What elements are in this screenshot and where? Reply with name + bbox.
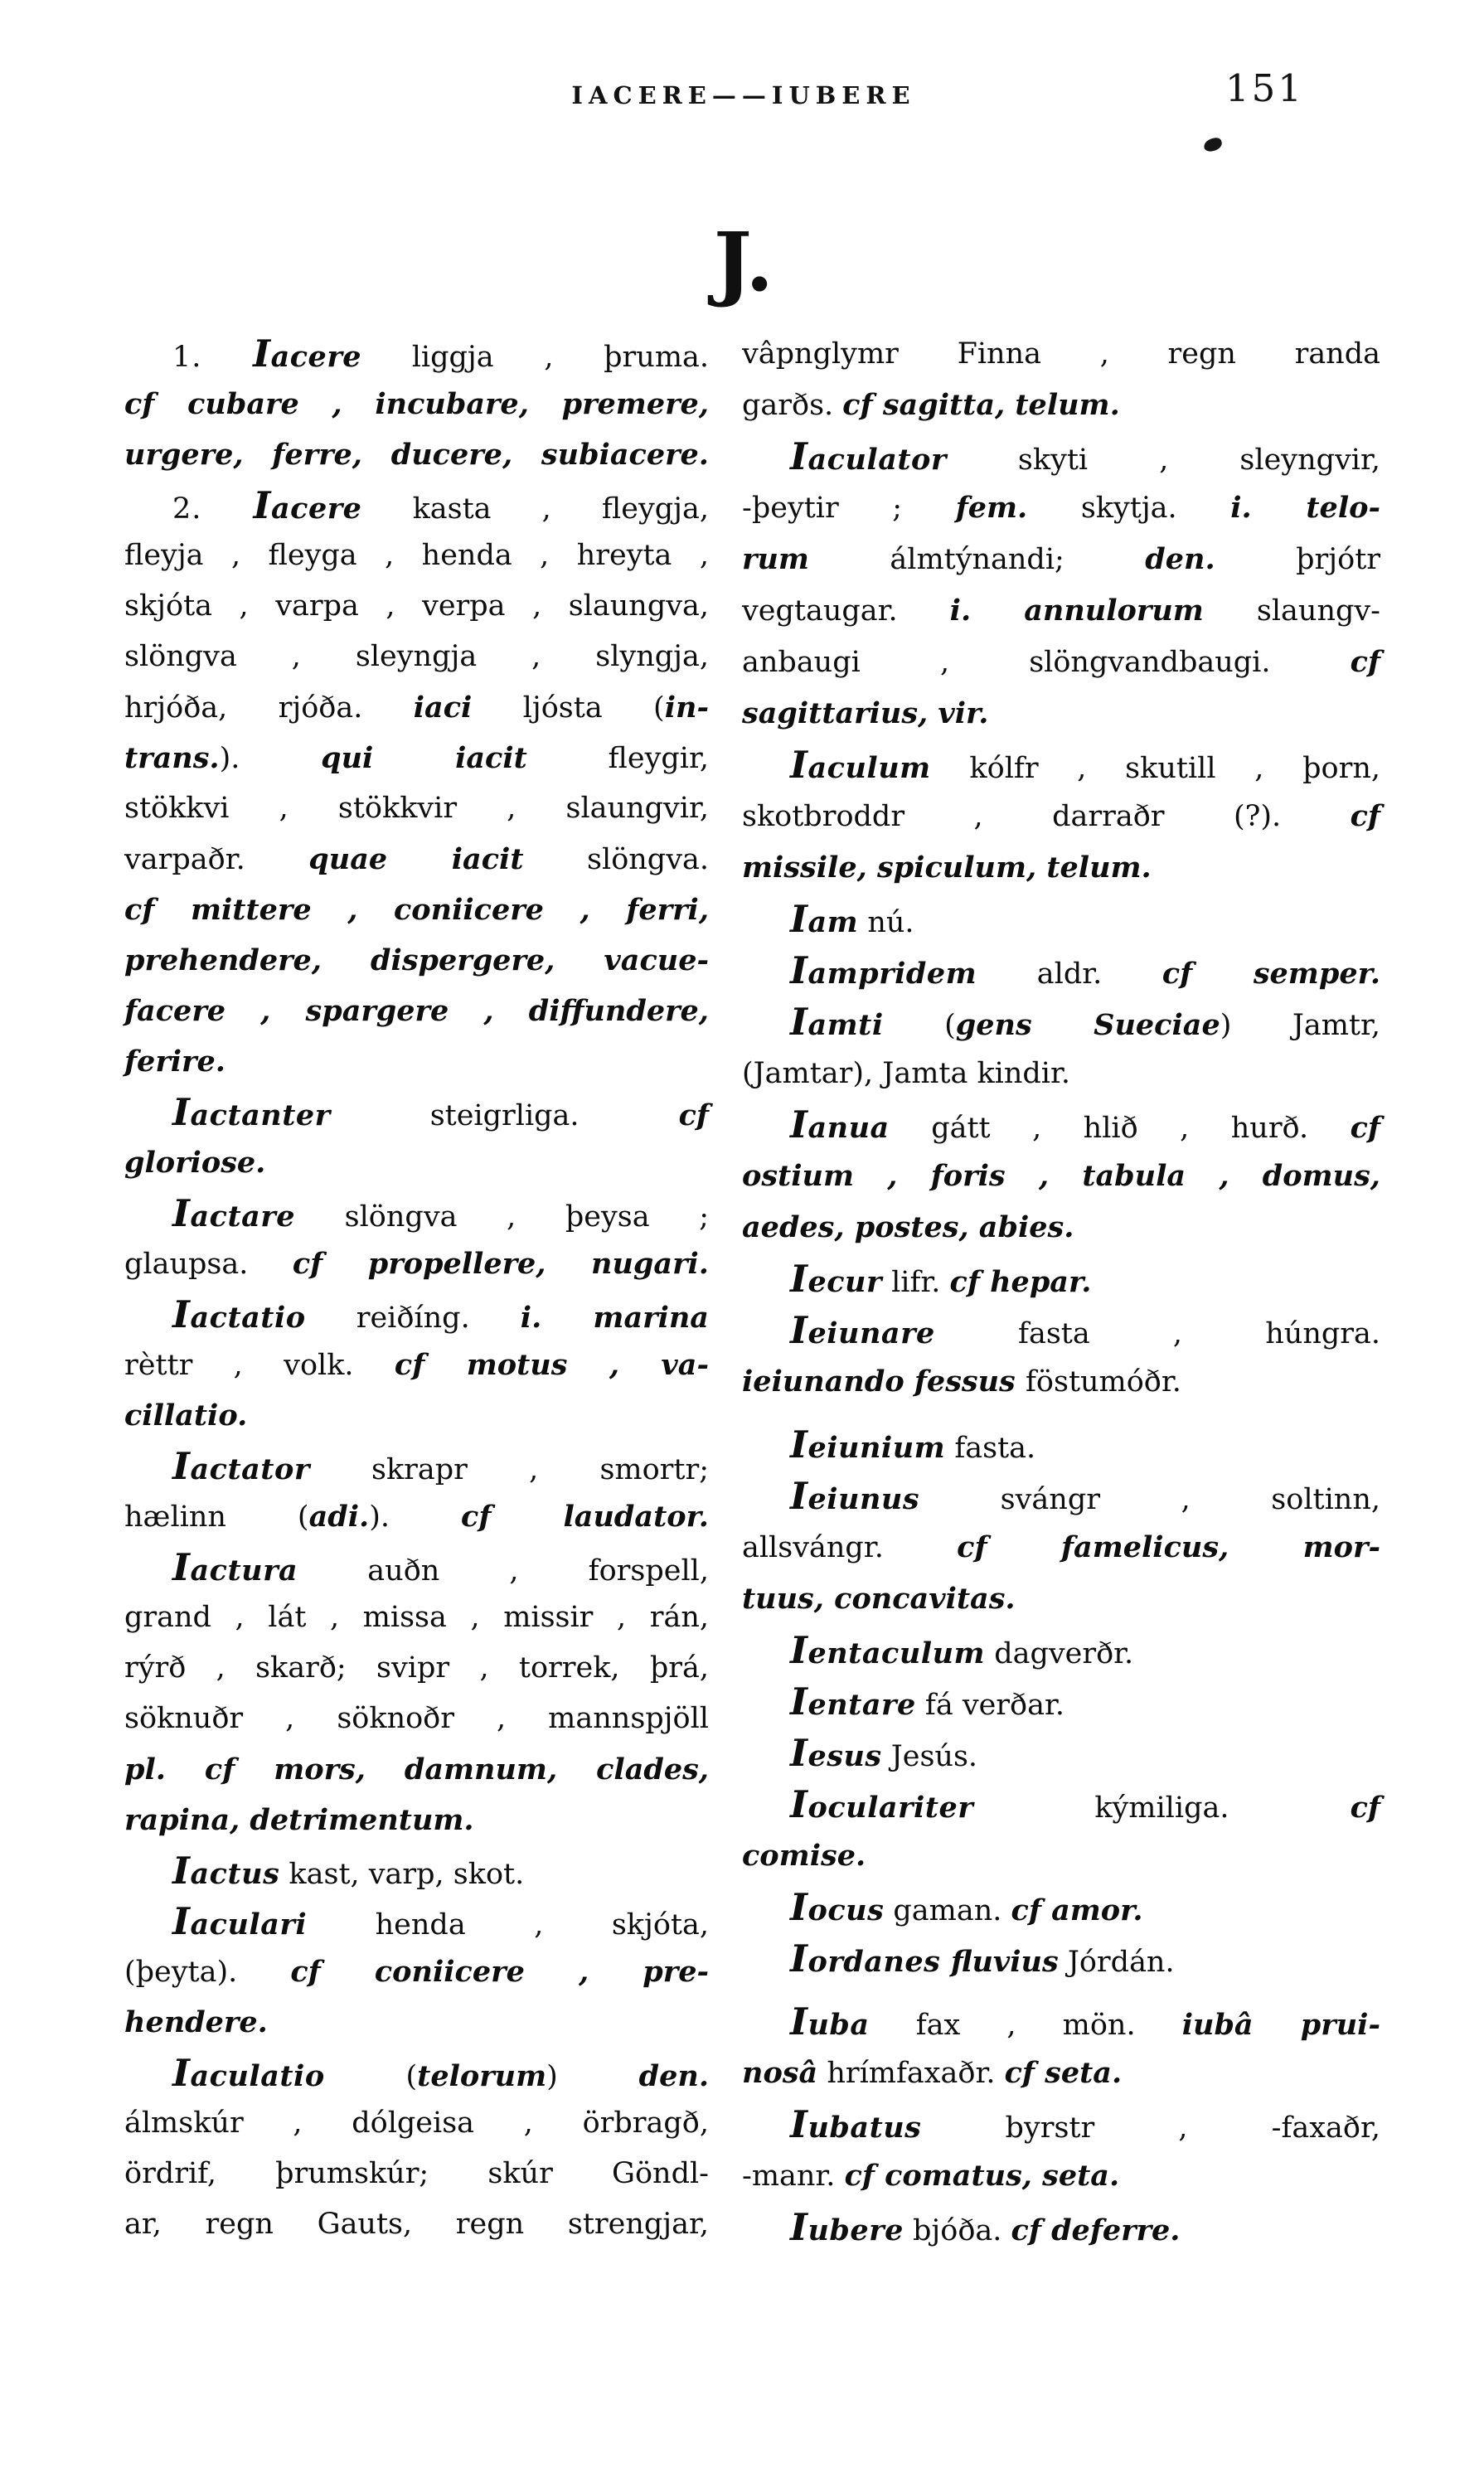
latin-reference: cf seta. [1004, 2056, 1123, 2090]
headword-initial: I [790, 1782, 808, 1826]
gloss-text: rèttr , volk. [124, 1349, 395, 1382]
latin-reference: i. marina [520, 1301, 709, 1335]
latin-reference: iaci [413, 691, 473, 725]
headword: Iubere [790, 2205, 904, 2249]
headword: Iactator [172, 1444, 310, 1488]
gloss-text: kast, varp, skot. [279, 1858, 525, 1891]
gloss-text: þrjótr [1215, 543, 1380, 576]
text-line [124, 1239, 709, 1289]
gloss-text: garðs. [742, 389, 843, 422]
text-line [124, 834, 709, 885]
headword: Ientare [790, 1680, 916, 1723]
text-line [124, 1744, 709, 1795]
gloss-text: slöngva , þeysa ; [295, 1200, 709, 1234]
headword: Iactura [172, 1545, 298, 1589]
text-line [742, 1253, 1380, 1305]
text-line [742, 1996, 1380, 2048]
gloss-text: (Jamtar), Jamta kindir. [742, 1057, 1071, 1090]
latin-reference: cf [1350, 1111, 1380, 1145]
gloss-text: ). [369, 1500, 462, 1534]
headword-initial: I [790, 2102, 808, 2146]
text-columns [124, 328, 1380, 2253]
gloss-text: fax , mön. [869, 2009, 1182, 2042]
latin-reference: pl. cf mors, damnum, clades, [124, 1753, 709, 1786]
gloss-text: skjóta , varpa , verpa , slaungva, [124, 589, 709, 623]
latin-reference: cf comatus, seta. [844, 2159, 1120, 2193]
gloss-text: ) Jamtr, [1220, 1009, 1380, 1042]
gloss-text: glaupsa. [124, 1248, 293, 1281]
text-line [124, 783, 709, 834]
latin-reference: cf semper. [1161, 957, 1380, 991]
gloss-text: allsvángr. [742, 1531, 958, 1564]
text-line [742, 637, 1380, 688]
text-line [742, 1882, 1380, 1933]
gloss-text: fleygir, [526, 742, 709, 775]
gloss-text: kasta , fleygja, [361, 492, 709, 526]
gloss-text: fasta. [945, 1432, 1036, 1465]
gloss-text: -manr. [742, 2160, 845, 2193]
gloss-text: -þeytir ; [742, 492, 956, 525]
text-line [124, 1441, 709, 1491]
text-line [742, 996, 1380, 1048]
gloss-text: ( [883, 1009, 956, 1042]
headword-initial: I [172, 2051, 191, 2095]
latin-reference: ieiunando fessus [742, 1365, 1026, 1399]
headword: Iam [790, 897, 859, 941]
text-line [742, 842, 1380, 894]
headword: Iaculum [790, 743, 931, 787]
latin-reference: cf [1350, 799, 1380, 833]
text-line [124, 1643, 709, 1694]
latin-reference: ostium , foris , tabula , domus, [742, 1159, 1380, 1193]
latin-reference: cf coniicere , pre- [290, 1955, 709, 1989]
headword-initial: I [790, 1628, 808, 1672]
text-line [124, 1289, 709, 1340]
text-line [742, 1151, 1380, 1202]
headword: Iacere [253, 332, 362, 376]
latin-reference: sagittarius, vir. [742, 696, 989, 730]
text-line [124, 682, 709, 733]
text-line [742, 1048, 1380, 1099]
headword-initial: I [172, 1899, 191, 1943]
headword-initial: I [172, 1444, 191, 1488]
gloss-text: fasta , húngra. [934, 1317, 1380, 1350]
gloss-text: álmtýnandi; [808, 543, 1146, 576]
gloss-text: ördrif, þrumskúr; skúr Göndl- [124, 2157, 709, 2190]
text-line [124, 1845, 709, 1896]
gloss-text: skrapr , smortr; [309, 1453, 709, 1486]
text-line [742, 894, 1380, 945]
text-line [742, 328, 1380, 380]
text-line [124, 733, 709, 783]
latin-reference: den. [638, 2059, 709, 2093]
gloss-text: vâpnglymr Finna , regn randa [742, 337, 1380, 371]
headword: Iactanter [172, 1090, 331, 1134]
headword: Iactus [172, 1849, 280, 1893]
text-line [742, 1625, 1380, 1676]
text-line [742, 1676, 1380, 1728]
text-line [124, 1946, 709, 1997]
headword-initial: I [790, 1474, 808, 1518]
latin-reference: rum [742, 542, 809, 576]
gloss-text: bjóða. [903, 2214, 1011, 2247]
text-line [742, 1830, 1380, 1882]
text-line [124, 1896, 709, 1946]
gloss-text: hrjóða, rjóða. [124, 691, 414, 725]
text-line [742, 1419, 1380, 1471]
headword-initial: I [790, 1423, 808, 1467]
gloss-text: kýmiliga. [973, 1791, 1351, 1825]
text-line [742, 1471, 1380, 1522]
latin-reference: comise. [742, 1839, 866, 1873]
gloss-text: henda , skjóta, [307, 1908, 709, 1942]
gloss-text: aldr. [977, 957, 1162, 991]
headword: Iubatus [790, 2102, 922, 2146]
headword: Iactare [172, 1191, 296, 1235]
text-line [124, 480, 709, 531]
gloss-text: álmskúr , dólgeisa , örbragð, [124, 2106, 709, 2140]
gloss-text: gátt , hlið , hurð. [889, 1112, 1351, 1145]
gloss-text: slöngva , sleyngja , slyngja, [124, 640, 709, 673]
gloss-text: ( [324, 2060, 418, 2093]
text-line [124, 986, 709, 1036]
gloss-text: skyti , sleyngvir, [946, 444, 1380, 477]
latin-reference: nosâ [742, 2056, 818, 2090]
gloss-text: reiðíng. [305, 1302, 521, 1335]
gloss-text: liggja , þruma. [361, 341, 709, 374]
latin-reference: cf [1350, 1791, 1380, 1825]
headword-initial: I [790, 434, 808, 478]
text-line [124, 632, 709, 682]
headword: Iaculator [790, 434, 947, 478]
headword-initial: I [172, 1849, 191, 1893]
headword-initial: I [172, 1090, 191, 1134]
text-line [124, 2048, 709, 2098]
headword: Iecur [790, 1257, 882, 1301]
headword-initial: I [253, 483, 271, 527]
headword: Ioculariter [790, 1782, 974, 1826]
headword: Iampridem [790, 948, 977, 992]
headword: Ieiunium [790, 1423, 946, 1467]
text-line [742, 945, 1380, 996]
ink-blot [1203, 137, 1224, 153]
latin-reference: qui iacit [321, 741, 527, 775]
headword: Ientaculum [790, 1628, 986, 1672]
headword: Iamti [790, 1000, 884, 1044]
latin-reference: hendere. [124, 2005, 268, 2039]
latin-reference: i. annulorum [949, 594, 1257, 628]
text-line [124, 1340, 709, 1390]
headword: Ieiunare [790, 1308, 935, 1352]
headword: Iactatio [172, 1292, 306, 1336]
latin-reference: cf [1350, 645, 1380, 679]
gloss-text: gaman. [884, 1894, 1011, 1927]
latin-reference: fem. [955, 491, 1028, 525]
text-line [742, 1356, 1380, 1408]
text-line [124, 1137, 709, 1188]
text-line [124, 2098, 709, 2149]
section-letter-heading: J. [713, 215, 774, 309]
headword: Ieiunus [790, 1474, 920, 1518]
text-line [124, 2199, 709, 2250]
headword: Iacere [253, 483, 362, 527]
text-line [124, 1491, 709, 1542]
text-line [742, 431, 1380, 482]
running-head: IACERE——IUBERE [571, 81, 916, 109]
text-line [742, 2099, 1380, 2150]
latin-reference: tuus, concavitas. [742, 1582, 1016, 1616]
latin-reference: gloriose. [124, 1146, 266, 1180]
text-line [124, 328, 709, 379]
headword: Iesus [790, 1731, 882, 1775]
headword-initial: I [172, 1191, 191, 1235]
gloss-text: lifr. [881, 1266, 950, 1299]
latin-reference: facere , spargere , diffundere, [124, 994, 709, 1028]
latin-reference: in- [664, 691, 709, 725]
text-line [742, 688, 1380, 739]
right-column [742, 328, 1380, 2253]
gloss-text: anbaugi , slöngvandbaugi. [742, 646, 1351, 679]
gloss-text: ) [546, 2060, 639, 2093]
gloss-text: skotbroddr , darraðr (?). [742, 800, 1351, 833]
gloss-text: fleyja , fleyga , henda , hreyta , [124, 539, 709, 572]
gloss-text: ar, regn Gauts, regn strengjar, [124, 2208, 709, 2241]
latin-reference: cf famelicus, mor- [957, 1530, 1380, 1564]
text-line [742, 2048, 1380, 2099]
latin-reference: adi. [308, 1500, 370, 1534]
gloss-text: föstumóðr. [1025, 1365, 1181, 1399]
latin-reference: aedes, postes, abies. [742, 1210, 1074, 1244]
latin-reference: cf laudator. [461, 1500, 709, 1534]
latin-reference: i. telo- [1230, 491, 1380, 525]
latin-reference: cf motus , va- [394, 1348, 709, 1382]
gloss-text: hælinn ( [124, 1500, 309, 1534]
latin-reference: cf mittere , coniicere , ferri, [124, 893, 709, 927]
text-line [124, 935, 709, 986]
text-line [742, 2202, 1380, 2253]
headword-initial: I [790, 897, 808, 941]
gloss-text: vegtaugar. [742, 594, 950, 628]
text-line [742, 1728, 1380, 1779]
latin-reference: urgere, ferre, ducere, subiacere. [124, 438, 709, 472]
text-line [742, 585, 1380, 637]
latin-reference: cf [678, 1098, 709, 1132]
gloss-text: svángr , soltinn, [919, 1483, 1380, 1516]
latin-reference: ferire. [124, 1045, 226, 1079]
text-line [742, 2150, 1380, 2202]
gloss-text: ). [219, 742, 322, 775]
latin-reference: rapina, detrimentum. [124, 1803, 474, 1837]
latin-reference: missile, spiculum, telum. [742, 851, 1152, 885]
headword: Iaculatio [172, 2051, 325, 2095]
latin-reference: cf amor. [1011, 1893, 1143, 1927]
text-line [124, 1036, 709, 1087]
headword: Iuba [790, 2000, 870, 2043]
text-line [742, 1099, 1380, 1151]
headword-initial: I [790, 948, 808, 992]
gloss-text: hrímfaxaðr. [817, 2057, 1005, 2090]
text-line [742, 1305, 1380, 1356]
latin-reference: prehendere, dispergere, vacue- [124, 943, 709, 977]
text-line [124, 1087, 709, 1137]
gloss-text: varpaðr. [124, 843, 309, 876]
gloss-text: dagverðr. [985, 1637, 1134, 1670]
text-line [124, 429, 709, 480]
text-line [124, 1694, 709, 1744]
text-line [742, 791, 1380, 842]
headword-initial: I [790, 1731, 808, 1775]
gloss-text: (þeyta). [124, 1956, 291, 1989]
gloss-text: fá verðar. [915, 1689, 1065, 1722]
gloss-text: Jórdán. [1058, 1946, 1175, 1979]
gloss-text: söknuðr , söknoðr , mannspjöll [124, 1702, 709, 1735]
text-line [124, 1188, 709, 1239]
text-line [124, 379, 709, 429]
headword-initial: I [790, 1937, 808, 1980]
headword: Iaculari [172, 1899, 308, 1943]
text-line [742, 482, 1380, 534]
text-line [124, 1997, 709, 2048]
gloss-text: ljósta ( [472, 691, 665, 725]
entry-number: 2. [172, 492, 254, 526]
headword-initial: I [790, 1000, 808, 1044]
text-line [742, 1779, 1380, 1830]
text-line [742, 1522, 1380, 1573]
text-line [742, 1202, 1380, 1253]
latin-reference: cf propellere, nugari. [292, 1247, 709, 1281]
headword-initial: I [790, 2000, 808, 2043]
gloss-text: rýrð , skarð; svipr , torrek, þrá, [124, 1651, 709, 1685]
text-line [124, 1795, 709, 1845]
latin-reference: cf sagitta, telum. [842, 388, 1120, 422]
text-line [742, 1933, 1380, 1985]
latin-reference: den. [1145, 542, 1215, 576]
latin-reference: gens Sueciae [955, 1008, 1220, 1042]
headword: Ianua [790, 1103, 890, 1147]
gloss-text: skytja. [1027, 492, 1231, 525]
latin-reference: cf hepar. [949, 1265, 1092, 1299]
headword-initial: I [790, 1308, 808, 1352]
latin-reference: cillatio. [124, 1399, 248, 1433]
gloss-text: steigrliga. [330, 1099, 679, 1132]
headword-initial: I [253, 332, 271, 376]
latin-reference: cf cubare , incubare, premere, [124, 387, 709, 421]
text-line [742, 380, 1380, 431]
text-line [124, 2149, 709, 2199]
gloss-text: Jesús. [881, 1740, 978, 1773]
gloss-text: byrstr , -faxaðr, [921, 2111, 1380, 2145]
gloss-text: auðn , forspell, [298, 1554, 709, 1588]
latin-reference: quae iacit [308, 842, 524, 876]
entry-number: 1. [172, 341, 254, 374]
text-line [124, 1390, 709, 1441]
headword-initial: I [790, 743, 808, 787]
page-number: 151 [1225, 66, 1304, 110]
gloss-text: kólfr , skutill , þorn, [930, 752, 1380, 785]
text-line [124, 581, 709, 632]
headword: Iocus [790, 1885, 885, 1929]
gloss-text: slöngva. [523, 843, 709, 876]
latin-reference: fluvius [951, 1945, 1059, 1979]
gloss-text: nú. [858, 906, 914, 939]
headword-initial: I [790, 1257, 808, 1301]
text-line [124, 1542, 709, 1593]
headword-initial: I [790, 1103, 808, 1147]
latin-reference: cf deferre. [1011, 2213, 1181, 2247]
text-line [124, 1593, 709, 1643]
text-line [742, 534, 1380, 585]
left-column [124, 328, 709, 2253]
headword-initial: I [790, 1680, 808, 1723]
text-line [742, 739, 1380, 791]
gloss-text: stökkvi , stökkvir , slaungvir, [124, 792, 709, 825]
headword-initial: I [172, 1545, 191, 1589]
headword-initial: I [790, 2205, 808, 2249]
text-line [742, 1573, 1380, 1625]
latin-reference: iubâ prui- [1181, 2008, 1380, 2042]
latin-reference: telorum [417, 2059, 547, 2093]
gloss-text: grand , lát , missa , missir , rán, [124, 1601, 709, 1634]
latin-reference: trans. [124, 741, 220, 775]
headword: Iordanes [790, 1937, 952, 1980]
text-line [124, 531, 709, 581]
text-line [124, 885, 709, 935]
headword-initial: I [172, 1292, 191, 1336]
gloss-text: slaungv- [1256, 594, 1380, 628]
headword-initial: I [790, 1885, 808, 1929]
